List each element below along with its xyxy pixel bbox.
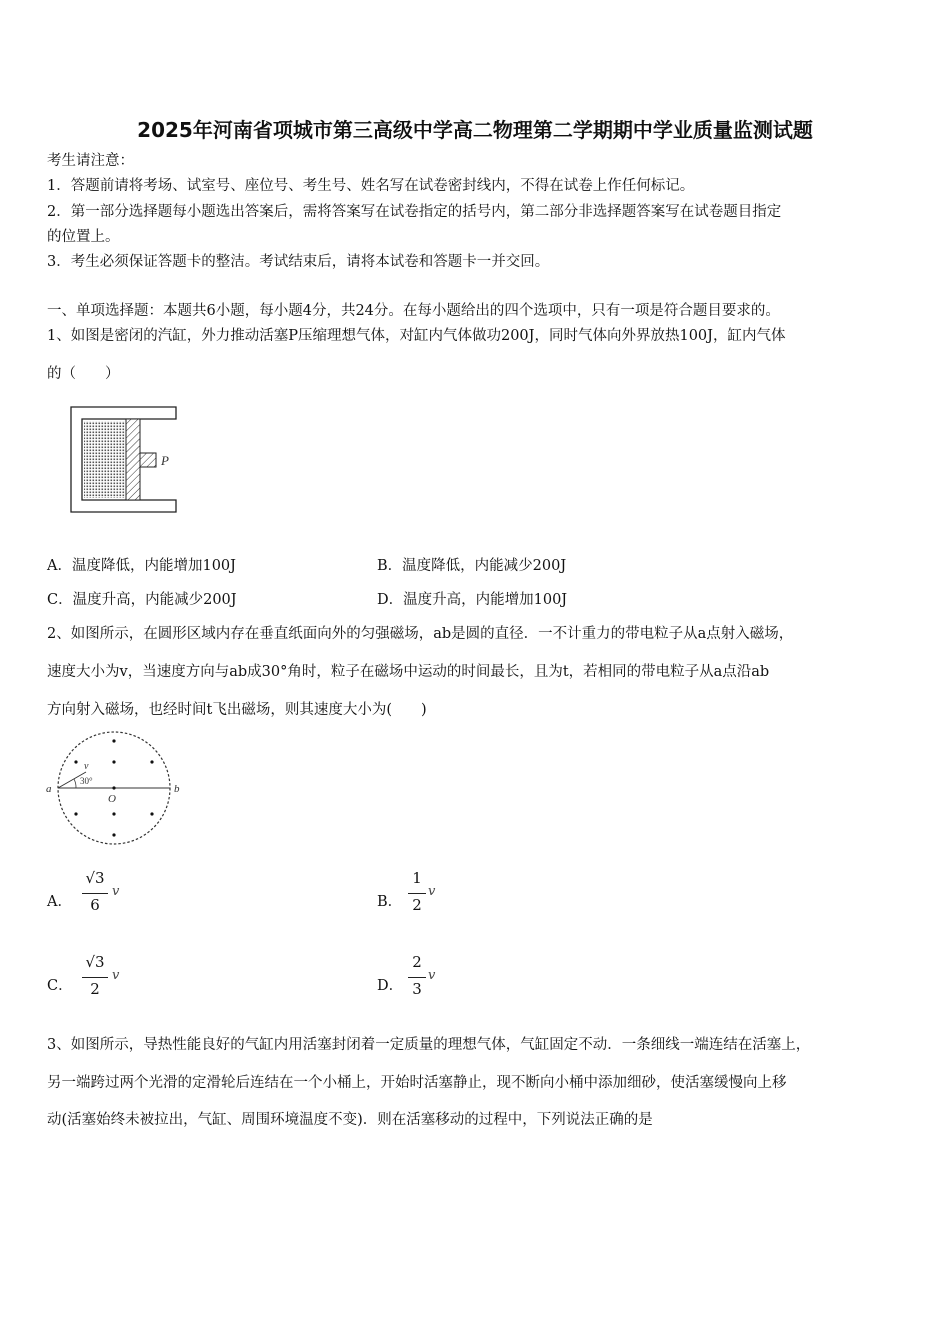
q2-stem-line1: 2、如图所示，在圆形区域内存在垂直纸面向外的匀强磁场，ab是圆的直径．一不计重力的带电粒子从a点射入磁场， (47, 626, 794, 642)
fraction-denominator: 3 (412, 980, 422, 998)
q2-option-a-fraction (82, 869, 120, 919)
fraction-variable: v (112, 968, 120, 983)
notice-item-2: 2．第一部分选择题每小题选出答案后，需将答案写在试卷指定的括号内，第二部分非选择题答案写在试卷题目指定 (47, 204, 782, 220)
q3-stem-line3: 动(活塞始终未被拉出，气缸、周围环境温度不变)．则在活塞移动的过程中，下列说法正确的是 (47, 1112, 653, 1128)
fraction-numerator: √3 (85, 953, 105, 971)
velocity-label: v (84, 761, 89, 772)
notice-item-3: 3．考生必须保证答题卡的整洁。考试结束后，请将本试卷和答题卡一并交回。 (47, 254, 550, 270)
fraction-bar (408, 893, 426, 894)
q2-stem-line2: 速度大小为v，当速度方向与ab成30°角时，粒子在磁场中运动的时间最长，且为t，若相同的带电粒子从a点沿ab (47, 664, 770, 680)
q2-option-d-label: D． (377, 978, 404, 994)
q2-option-c-label: C． (47, 978, 73, 994)
q1-option-c: C．温度升高，内能减少200J (47, 592, 237, 608)
fraction-numerator: 1 (412, 869, 422, 887)
q2-option-d-fraction (408, 953, 436, 1003)
fraction-variable: v (428, 884, 436, 899)
q2-option-a-label: A． (47, 894, 72, 910)
page-title: 2025年河南省项城市第三高级中学高二物理第二学期期中学业质量监测试题 (137, 118, 813, 142)
fraction-denominator: 6 (90, 896, 100, 914)
q1-stem-line1: 1、如图是密闭的汽缸，外力推动活塞P压缩理想气体，对缸内气体做功200J，同时气体向外界放热100J，缸内气体 (47, 328, 786, 344)
fraction-variable: v (112, 884, 120, 899)
notice-item-2-cont: 的位置上。 (47, 229, 120, 245)
fraction-numerator: 2 (412, 953, 422, 971)
q2-option-b-fraction (408, 869, 436, 919)
fraction-bar (82, 977, 108, 978)
fraction-variable: v (428, 968, 436, 983)
center-o-label: O (108, 793, 116, 805)
notice-item-1: 1．答题前请将考场、试室号、座位号、考生号、姓名写在试卷密封线内，不得在试卷上作任何标记。 (47, 178, 695, 194)
section1-heading: 一、单项选择题：本题共6小题，每小题4分，共24分。在每小题给出的四个选项中，只有一项是符合题目要求的。 (47, 303, 780, 319)
fraction-numerator: √3 (85, 869, 105, 887)
q3-stem-line1: 3、如图所示，导热性能良好的气缸内用活塞封闭着一定质量的理想气体，气缸固定不动．一条细线一端连结在活塞上， (47, 1037, 811, 1053)
q1-cylinder-figure (68, 404, 198, 516)
fraction-denominator: 2 (90, 980, 100, 998)
q2-stem-line3: 方向射入磁场，也经时间t飞出磁场，则其速度大小为( ) (47, 702, 427, 718)
piston-label: P (161, 453, 169, 468)
angle-label: 30° (80, 776, 93, 786)
q2-option-c-fraction (82, 953, 120, 1003)
fraction-denominator: 2 (412, 896, 422, 914)
q1-option-b: B．温度降低，内能减少200J (377, 558, 567, 574)
notice-heading: 考生请注意： (47, 153, 134, 169)
q2-option-b-label: B． (377, 894, 403, 910)
q2-field-figure (42, 730, 187, 848)
point-a-label: a (46, 783, 52, 795)
q1-option-a: A．温度降低，内能增加100J (47, 558, 236, 574)
piston (126, 419, 140, 500)
q1-stem-line2: 的（ ） (47, 366, 120, 382)
gas-region (84, 421, 126, 498)
point-b-label: b (174, 783, 180, 795)
angle-arc (74, 779, 76, 788)
q3-stem-line2: 另一端跨过两个光滑的定滑轮后连结在一个小桶上，开始时活塞静止，现不断向小桶中添加细砂，使活塞缓慢向上移 (47, 1075, 787, 1091)
fraction-bar (408, 977, 426, 978)
fraction-bar (82, 893, 108, 894)
q1-option-d: D．温度升高，内能增加100J (377, 592, 568, 608)
piston-rod (140, 453, 156, 467)
